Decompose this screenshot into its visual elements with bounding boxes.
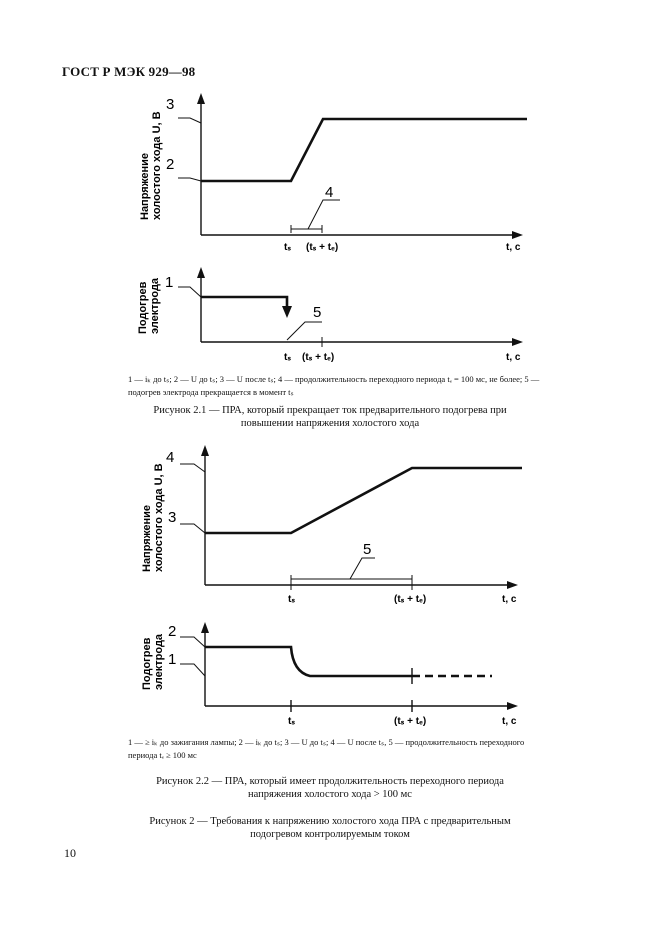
fig1-callout-3: 3: [166, 96, 175, 113]
page-number: 10: [64, 846, 76, 860]
fig2-legend: 1 — ≥ iₖ до зажигания лампы; 2 — iₖ до tₛ; 3 — U до tₛ; 4 — U после tₛ, 5 — продолжительность переходного периода tₑ ≥ 100 мс: [128, 737, 525, 760]
fig2-callout-5: 5: [363, 541, 372, 558]
fig1-callout-1: 1: [165, 274, 174, 291]
fig2-bottom-tste-label: (tₛ + tₑ): [394, 716, 427, 727]
fig1-top-x-arrow: [512, 231, 523, 239]
fig1-t-axis-label: t, c: [506, 242, 521, 253]
fig1-caption: Рисунок 2.1 — ПРА, который прекращает ток предварительного подогрева при повышении напряжения холостого хода: [153, 405, 507, 429]
fig2-heating-curve: [205, 647, 412, 676]
fig2-bottom-t-axis-label: t, c: [502, 716, 517, 727]
svg-text:Подогрев: Подогрев: [141, 637, 153, 690]
fig2-t-axis-label: t, c: [502, 594, 517, 605]
fig2-bottom-ylabel: [141, 633, 165, 690]
fig2-callout-4: 4: [166, 449, 175, 466]
svg-text:электрода: электрода: [153, 633, 165, 690]
fig2-callout-3: 3: [168, 509, 177, 526]
fig2-voltage-curve: [205, 468, 522, 533]
fig1-bottom-t-axis-label: t, c: [506, 352, 521, 363]
fig1-top-plot: [178, 93, 527, 239]
fig2-top-plot: [180, 445, 522, 590]
fig1-callout-1-leader: [178, 287, 201, 297]
fig1-tste-label: (tₛ + tₑ): [306, 242, 339, 253]
fig2-callout-5-leader: [350, 558, 375, 579]
fig2-top-ylabel: [141, 463, 165, 572]
document-header: ГОСТ Р МЭК 929—98: [62, 64, 196, 79]
fig1-heating-curve: [201, 297, 287, 312]
svg-text:холостого хода U, В: холостого хода U, В: [151, 111, 163, 220]
svg-text:Напряжение: Напряжение: [139, 153, 151, 220]
svg-text:Подогрев: Подогрев: [137, 281, 149, 334]
fig1-callout-3-leader: [178, 118, 201, 123]
fig2-callout-1-leader: [180, 664, 205, 676]
fig1-callout-4-leader: [308, 200, 340, 229]
fig2-callout-2-leader: [180, 637, 205, 647]
fig1-voltage-curve: [201, 119, 527, 181]
fig1-callout-5: 5: [313, 304, 322, 321]
svg-text:электрода: электрода: [149, 277, 161, 334]
fig1-legend: 1 — iₖ до tₛ; 2 — U до tₛ; 3 — U после tₛ; 4 — продолжительность переходного периода tₑ = 100 мс, не более; 5 — подогрев электрода прекращается в момент tₛ: [128, 374, 540, 397]
fig2-callout-3-leader: [180, 524, 205, 533]
fig1-bottom-plot: [178, 267, 523, 347]
fig1-callout-5-leader: [287, 322, 322, 340]
svg-text:холостого хода U, В: холостого хода U, В: [153, 463, 165, 572]
fig1-bottom-ylabel: [137, 277, 161, 334]
fig2-tste-label: (tₛ + tₑ): [394, 594, 427, 605]
figure-2-caption: Рисунок 2 — Требования к напряжению холостого хода ПРА с предварительным подогревом контролируемым током: [149, 816, 511, 840]
fig2-callout-4-leader: [180, 464, 205, 472]
fig1-bottom-ts-label: tₛ: [284, 352, 292, 363]
fig2-bottom-ts-label: tₛ: [288, 716, 296, 727]
fig1-callout-4: 4: [325, 184, 334, 201]
fig2-bottom-plot: [180, 622, 518, 712]
fig1-ts-label: tₛ: [284, 242, 292, 253]
fig1-callout-2: 2: [166, 156, 175, 173]
fig2-callout-2: 2: [168, 623, 177, 640]
fig1-top-y-arrow: [197, 93, 205, 104]
fig1-heating-stop-arrow: [282, 306, 292, 318]
fig1-callout-2-leader: [178, 178, 201, 181]
fig2-callout-1: 1: [168, 651, 177, 668]
fig1-bottom-tste-label: (tₛ + tₑ): [302, 352, 335, 363]
svg-text:Напряжение: Напряжение: [141, 505, 153, 572]
fig2-caption: Рисунок 2.2 — ПРА, который имеет продолжительность переходного периода напряжения холостого хода > 100 мс: [156, 776, 504, 800]
fig1-top-ylabel: [139, 111, 163, 220]
fig2-ts-label: tₛ: [288, 594, 296, 605]
